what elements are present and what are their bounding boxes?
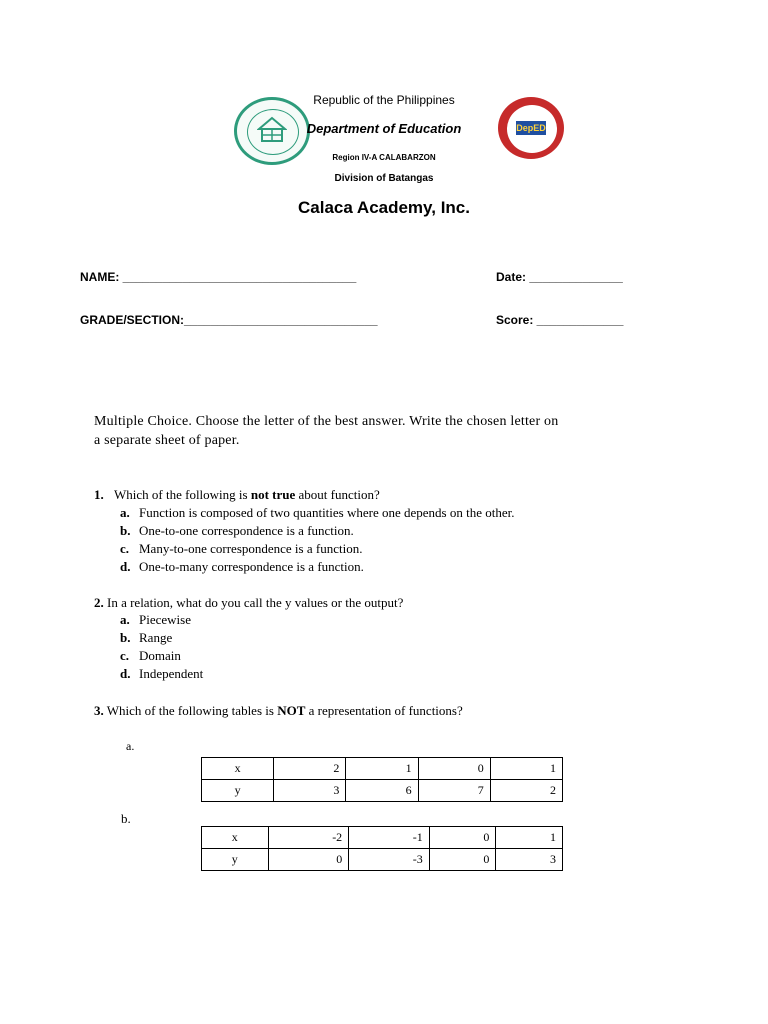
grade-section-field[interactable]: GRADE/SECTION:_____________________________ (80, 313, 378, 327)
function-table-a (201, 757, 563, 802)
table-cell: 0 (429, 827, 496, 849)
table-cell: 0 (268, 849, 349, 871)
option-letter: d. (120, 559, 131, 574)
instructions-line-1: Multiple Choice. Choose the letter of the best answer. Write the chosen letter on (94, 414, 559, 429)
option-text: One-to-one correspondence is a function. (139, 523, 354, 538)
table-row (202, 827, 563, 849)
region-line: Region IV-A CALABARZON (332, 153, 436, 162)
option-text: One-to-many correspondence is a function. (139, 559, 364, 574)
table-cell-label: x (202, 827, 269, 849)
table-cell-label: y (202, 849, 269, 871)
department-line: Department of Education (306, 121, 462, 136)
table-cell: -2 (268, 827, 349, 849)
option[interactable] (120, 612, 191, 628)
option-text: Domain (139, 648, 181, 663)
table-cell: 7 (418, 780, 490, 802)
option[interactable] (120, 666, 203, 682)
question-text: Which of the following tables is (106, 703, 274, 718)
question-emphasis: not true (250, 487, 296, 502)
option-letter: a. (120, 612, 130, 627)
question-3 (94, 703, 463, 719)
school-name: Calaca Academy, Inc. (298, 198, 470, 217)
table-cell: 3 (496, 849, 563, 871)
question-text-end: a representation of functions? (308, 703, 463, 718)
deped-seal-text: DepED (516, 123, 546, 133)
table-cell: 1 (490, 758, 562, 780)
division-line: Division of Batangas (334, 173, 434, 184)
option[interactable] (120, 505, 514, 521)
question-number: 3. (94, 703, 104, 718)
table-cell: 2 (490, 780, 562, 802)
table-row (202, 849, 563, 871)
function-table-b (201, 826, 563, 871)
option-letter: b. (120, 630, 131, 645)
option[interactable] (120, 630, 172, 646)
instructions-line-2: a separate sheet of paper. (94, 433, 240, 448)
question-number: 1. (94, 487, 104, 502)
option-letter: b. (120, 523, 131, 538)
question-2 (94, 595, 403, 611)
option[interactable] (120, 559, 364, 575)
table-cell: 1 (346, 758, 418, 780)
question-text-end: about function? (298, 487, 380, 502)
option-text: Many-to-one correspondence is a function. (139, 541, 363, 556)
option-text: Piecewise (139, 612, 191, 627)
question-emphasis: NOT (277, 703, 306, 718)
question-number: 2. (94, 595, 104, 610)
name-field[interactable]: NAME: ___________________________________ (80, 270, 357, 284)
date-field[interactable]: Date: ______________ (496, 270, 623, 284)
table-row (202, 758, 563, 780)
table-cell: 3 (274, 780, 346, 802)
table-cell: 1 (496, 827, 563, 849)
table-row (202, 780, 563, 802)
score-field[interactable]: Score: _____________ (496, 313, 624, 327)
option-letter: d. (120, 666, 131, 681)
table-cell: -1 (349, 827, 430, 849)
option-letter: c. (120, 648, 130, 663)
option-text: Function is composed of two quantities where one depends on the other. (139, 505, 515, 520)
question-text: Which of the following is (114, 487, 248, 502)
table-cell: 0 (429, 849, 496, 871)
option-text: Range (139, 630, 173, 645)
option[interactable] (120, 541, 362, 557)
option[interactable] (120, 523, 354, 539)
table-option-letter[interactable]: b. (121, 811, 131, 826)
table-cell-label: y (202, 780, 274, 802)
table-cell-label: x (202, 758, 274, 780)
question-1 (94, 487, 380, 503)
question-text: In a relation, what do you call the y values or the output? (107, 595, 404, 610)
republic-line: Republic of the Philippines (313, 93, 455, 107)
option-text: Independent (139, 666, 204, 681)
table-cell: 2 (274, 758, 346, 780)
option-letter: a. (120, 505, 130, 520)
table-cell: 0 (418, 758, 490, 780)
table-option-letter[interactable]: a. (126, 739, 135, 753)
table-cell: 6 (346, 780, 418, 802)
option-letter: c. (120, 541, 130, 556)
table-cell: -3 (349, 849, 430, 871)
option[interactable] (120, 648, 181, 664)
